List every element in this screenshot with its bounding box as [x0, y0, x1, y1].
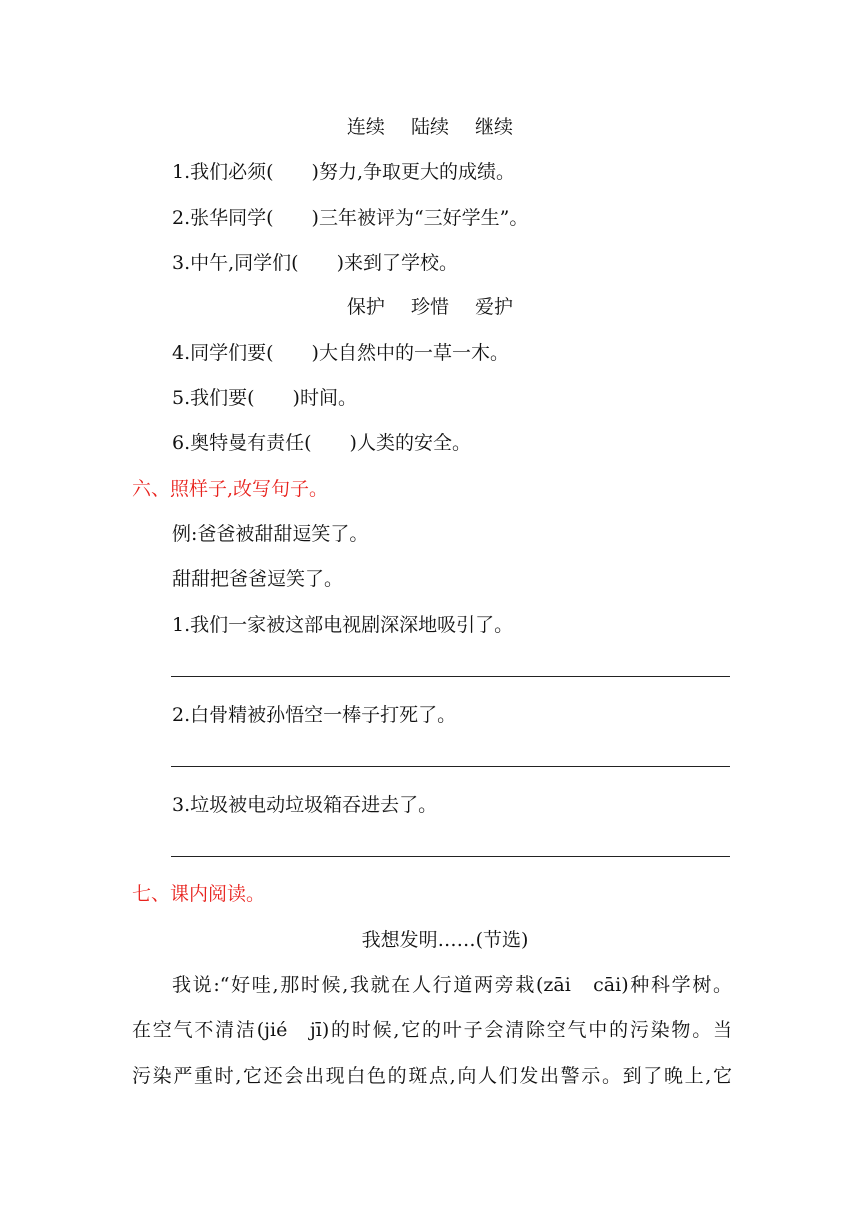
- answer-line[interactable]: [171, 766, 730, 767]
- question-item: 3.中午,同学们( )来到了学校。: [172, 252, 458, 274]
- reading-line: 污染严重时,它还会出现白色的斑点,向人们发出警示。到了晚上,它: [132, 1065, 732, 1087]
- question-item: 6.奥特曼有责任( )人类的安全。: [172, 432, 471, 454]
- rewrite-item: 3.垃圾被电动垃圾箱吞进去了。: [172, 794, 438, 816]
- reading-line: 在空气不清洁(jié jī)的时候,它的叶子会清除空气中的污染物。当: [132, 1019, 732, 1041]
- word-option: 保护: [346, 296, 385, 318]
- word-option: 连续: [346, 116, 385, 138]
- word-options-2: [0, 294, 860, 320]
- word-option: 爱护: [475, 296, 514, 318]
- section-heading-7: 七、课内阅读。: [132, 883, 266, 905]
- word-options-1: [0, 114, 860, 140]
- question-item: 2.张华同学( )三年被评为“三好学生”。: [172, 207, 529, 229]
- section-heading-6: 六、照样子,改写句子。: [132, 478, 329, 500]
- example-sentence: 例:爸爸被甜甜逗笑了。: [172, 523, 369, 545]
- reading-title: 我想发明……(节选): [361, 929, 529, 951]
- question-item: 1.我们必须( )努力,争取更大的成绩。: [172, 161, 515, 183]
- question-item: 4.同学们要( )大自然中的一草一木。: [172, 342, 509, 364]
- example-answer: 甜甜把爸爸逗笑了。: [172, 568, 344, 590]
- question-item: 5.我们要( )时间。: [172, 387, 357, 409]
- rewrite-item: 2.白骨精被孙悟空一棒子打死了。: [172, 704, 457, 726]
- rewrite-item: 1.我们一家被这部电视剧深深地吸引了。: [172, 614, 514, 636]
- word-option: 陆续: [410, 116, 449, 138]
- answer-line[interactable]: [171, 676, 730, 677]
- answer-line[interactable]: [171, 856, 730, 857]
- word-option: 珍惜: [410, 296, 449, 318]
- reading-line: 我说:“好哇,那时候,我就在人行道两旁栽(zāi cāi)种科学树。: [172, 974, 732, 996]
- word-option: 继续: [475, 116, 514, 138]
